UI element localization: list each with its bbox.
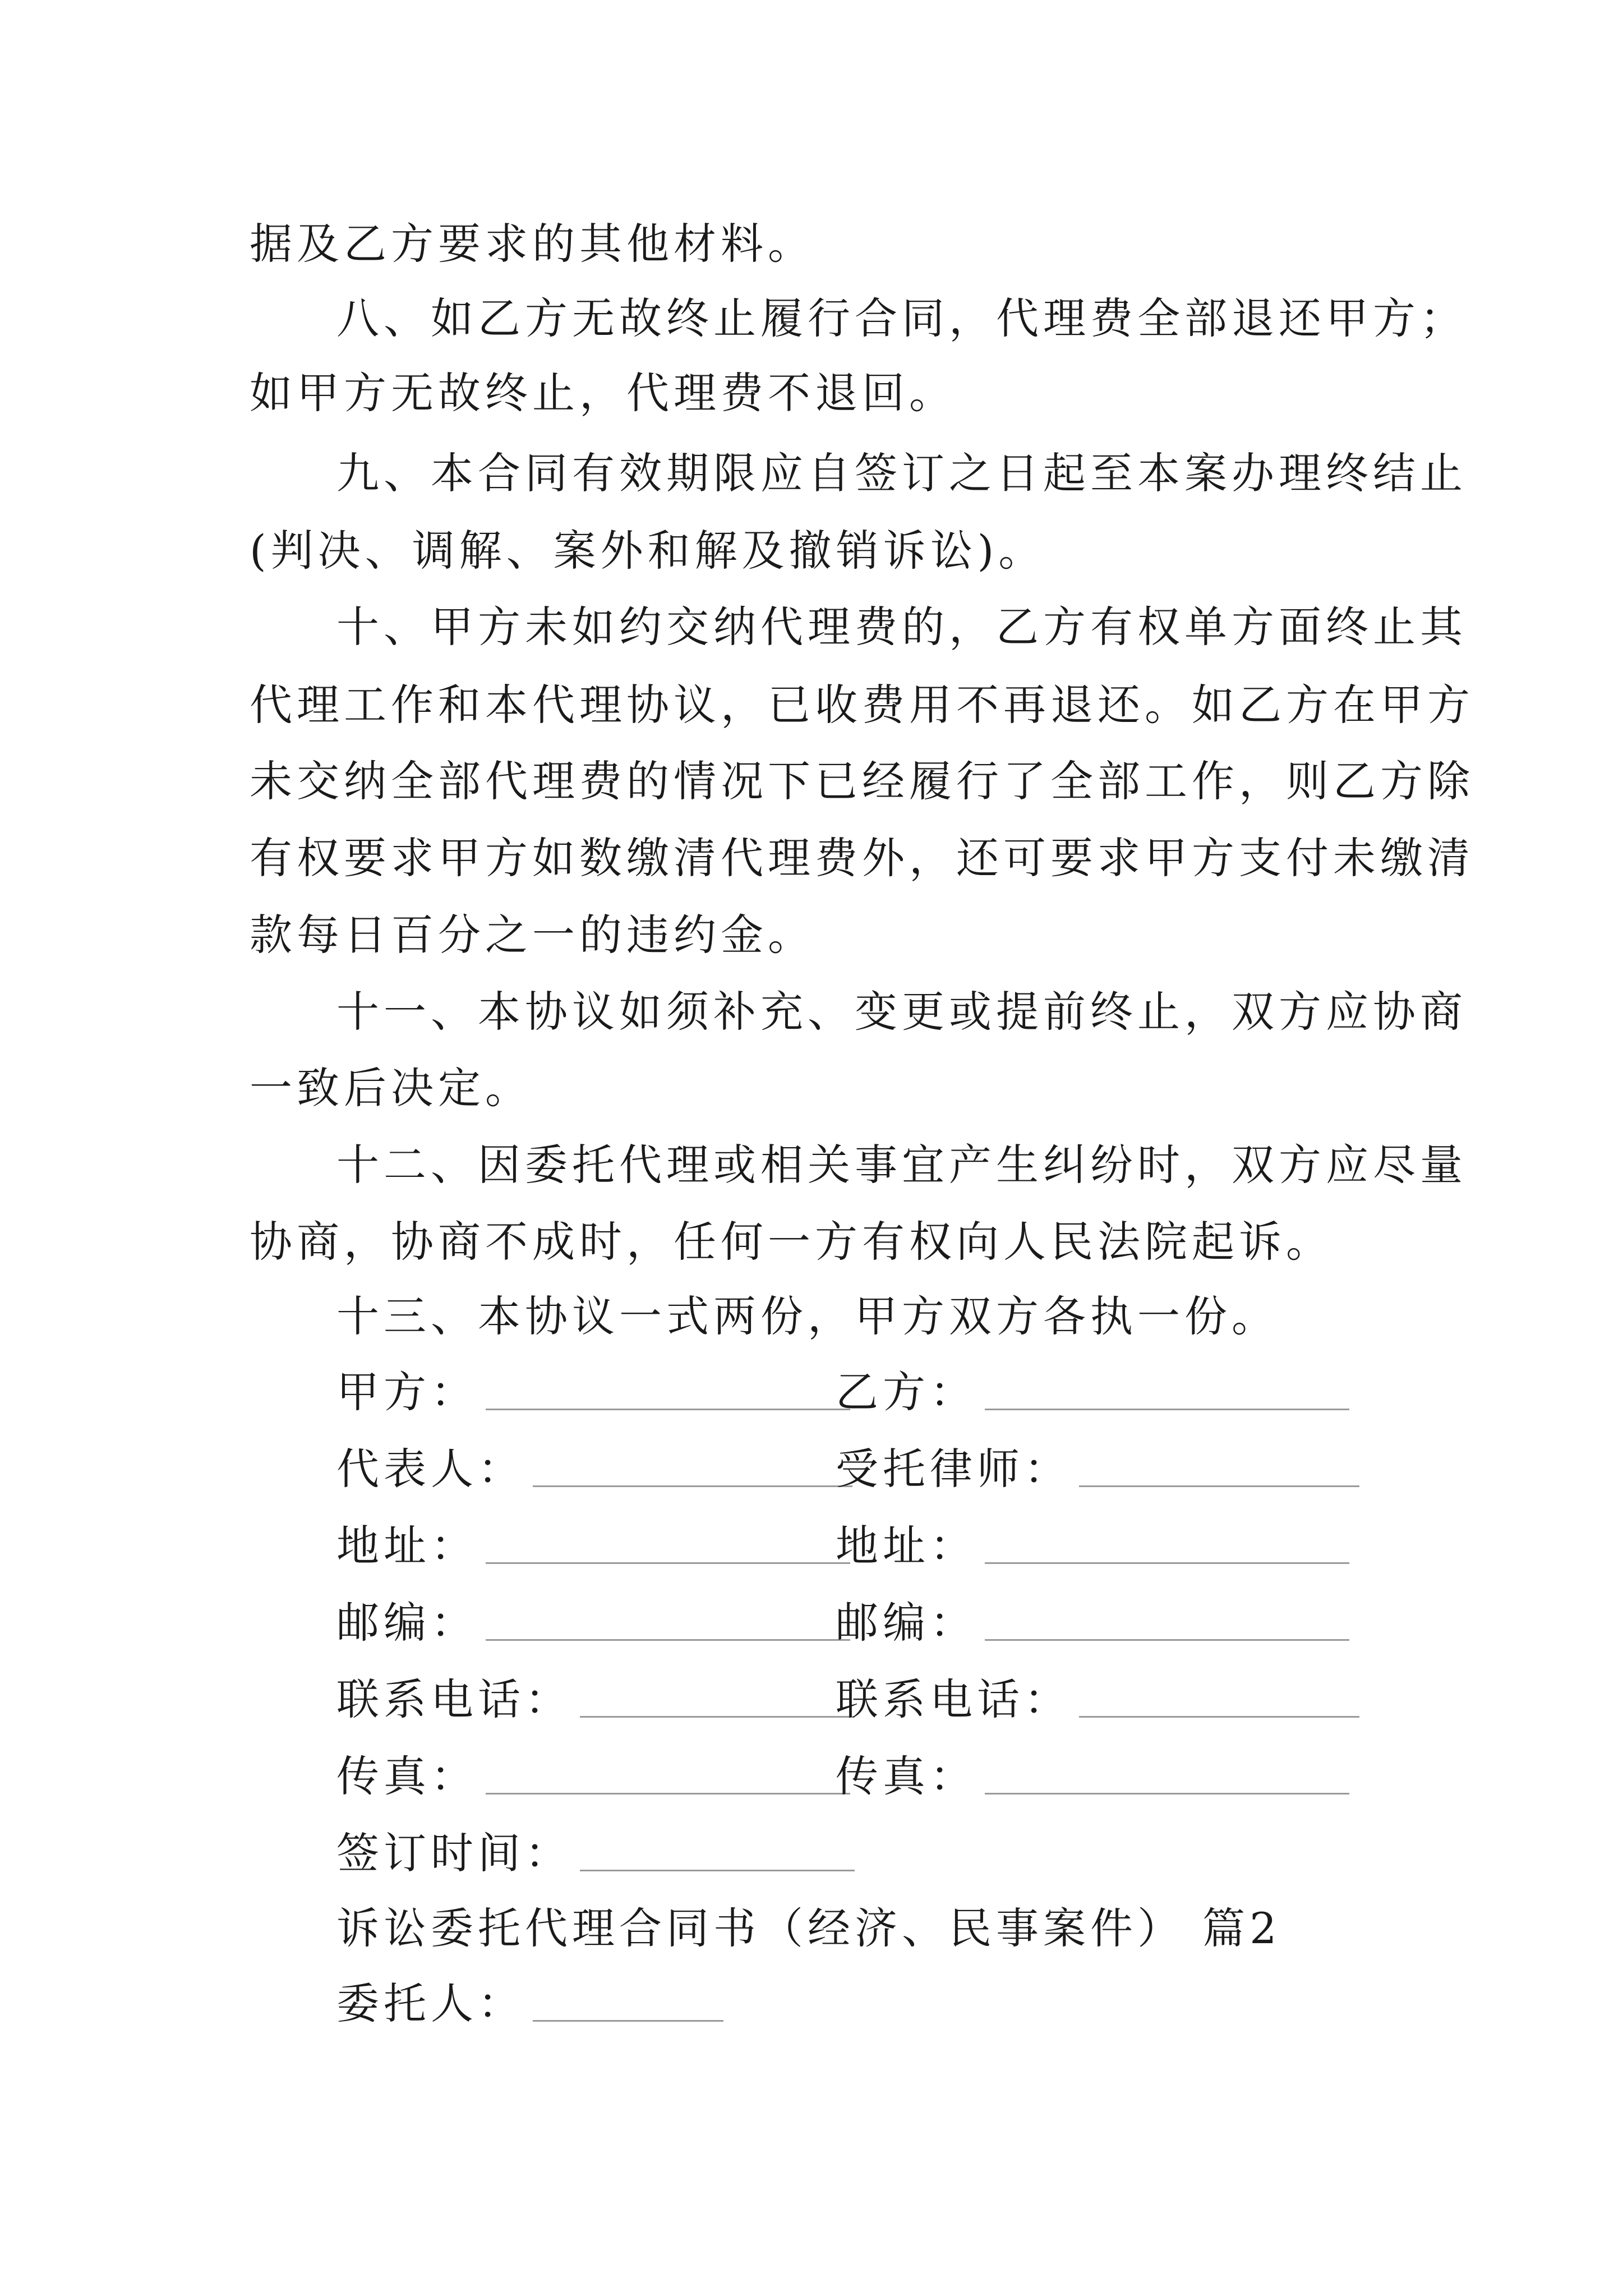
signature-row-fax [336, 1749, 1346, 1805]
phone-a-field[interactable] [336, 1672, 855, 1728]
clause-9-line-1: 九、本合同有效期限应自签订之日起至本案办理终结止 [336, 448, 1467, 498]
clause-11-line-2: 一致后决定。 [250, 1063, 532, 1113]
phone-a-label: 联系电话： [336, 1674, 572, 1724]
clause-11-line-1: 十一、本协议如须补充、变更或提前终止，双方应协商 [336, 987, 1467, 1037]
client-field[interactable] [336, 1976, 723, 2032]
fax-a-blank[interactable] [486, 1792, 850, 1795]
party-a-label: 甲方： [336, 1367, 478, 1417]
representative-field[interactable] [336, 1441, 852, 1497]
postcode-a-label: 邮编： [336, 1598, 478, 1648]
clause-10-line-1: 十、甲方未如约交纳代理费的，乙方有权单方面终止其 [336, 602, 1467, 652]
paragraph-line: 据及乙方要求的其他材料。 [250, 219, 815, 269]
clause-10-line-4: 有权要求甲方如数缴清代理费外，还可要求甲方支付未缴清 [250, 833, 1474, 883]
party-a-field[interactable] [336, 1364, 850, 1420]
postcode-b-field[interactable] [836, 1595, 1349, 1651]
party-b-label: 乙方： [836, 1367, 977, 1417]
clause-12-line-1: 十二、因委托代理或相关事宜产生纠纷时，双方应尽量 [336, 1140, 1467, 1190]
phone-b-label: 联系电话： [836, 1674, 1071, 1724]
postcode-a-field[interactable] [336, 1595, 850, 1651]
clause-12-line-2: 协商，协商不成时，任何一方有权向人民法院起诉。 [250, 1217, 1333, 1267]
signature-row-representative [336, 1441, 1346, 1497]
party-a-blank[interactable] [486, 1408, 850, 1410]
postcode-b-blank[interactable] [985, 1639, 1349, 1641]
lawyer-field[interactable] [836, 1441, 1359, 1497]
party-b-field[interactable] [836, 1364, 1349, 1420]
signature-row-phone [336, 1672, 1346, 1728]
address-a-blank[interactable] [486, 1562, 850, 1564]
signature-row-date [336, 1825, 1346, 1881]
fax-a-label: 传真： [336, 1751, 478, 1801]
fax-b-label: 传真： [836, 1751, 977, 1801]
representative-label: 代表人： [336, 1444, 525, 1494]
phone-b-blank[interactable] [1079, 1715, 1359, 1718]
clause-9-line-2: (判决、调解、案外和解及撤销诉讼)。 [250, 526, 1046, 576]
phone-a-blank[interactable] [580, 1715, 855, 1718]
address-b-field[interactable] [836, 1518, 1349, 1574]
clause-8-line-1: 八、如乙方无故终止履行合同，代理费全部退还甲方； [336, 293, 1467, 343]
address-a-field[interactable] [336, 1518, 850, 1574]
phone-b-field[interactable] [836, 1672, 1359, 1728]
signature-row-postcode [336, 1595, 1346, 1651]
signature-row-party [336, 1364, 1346, 1420]
address-a-label: 地址： [336, 1521, 478, 1571]
clause-13-line: 十三、本协议一式两份，甲方双方各执一份。 [336, 1291, 1279, 1341]
fax-b-blank[interactable] [985, 1792, 1349, 1795]
party-b-blank[interactable] [985, 1408, 1349, 1410]
signature-row-address [336, 1518, 1346, 1574]
clause-10-line-2: 代理工作和本代理协议，已收费用不再退还。如乙方在甲方 [250, 680, 1474, 730]
client-blank[interactable] [533, 2019, 723, 2022]
postcode-b-label: 邮编： [836, 1598, 977, 1648]
representative-blank[interactable] [533, 1485, 852, 1487]
clause-10-line-3: 未交纳全部代理费的情况下已经履行了全部工作，则乙方除 [250, 756, 1474, 806]
clause-8-line-2: 如甲方无故终止，代理费不退回。 [250, 368, 956, 418]
sign-date-label: 签订时间： [336, 1828, 572, 1878]
sign-date-field[interactable] [336, 1825, 855, 1881]
fax-b-field[interactable] [836, 1749, 1349, 1805]
fax-a-field[interactable] [336, 1749, 850, 1805]
client-label: 委托人： [336, 1978, 525, 2028]
address-b-blank[interactable] [985, 1562, 1349, 1564]
lawyer-label: 受托律师： [836, 1444, 1071, 1494]
sign-date-blank[interactable] [580, 1869, 855, 1871]
address-b-label: 地址： [836, 1521, 977, 1571]
lawyer-blank[interactable] [1079, 1485, 1359, 1487]
next-section-title: 诉讼委托代理合同书（经济、民事案件） 篇2 [336, 1903, 1281, 1953]
clause-10-line-5: 款每日百分之一的违约金。 [250, 910, 815, 960]
postcode-a-blank[interactable] [486, 1639, 850, 1641]
client-row [336, 1976, 1346, 2032]
